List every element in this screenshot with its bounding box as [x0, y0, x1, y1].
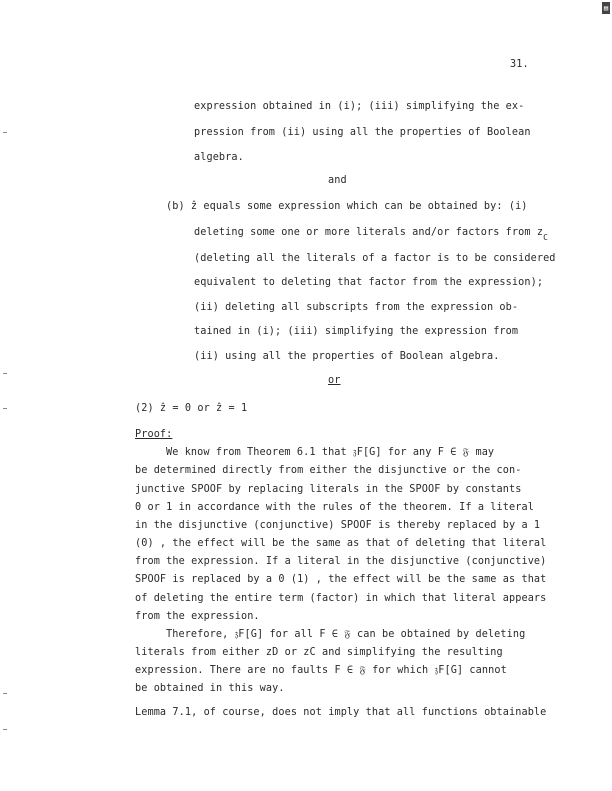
text-line: (b) ẑ equals some expression which can be obtained by: (i) [166, 201, 528, 212]
text-line-body: deleting some one or more literals and/or factors from z [194, 227, 544, 238]
text-line: (ii) using all the properties of Boolean algebra. [194, 351, 500, 362]
text-line: Therefore, 𝔷F[G] for all F ∈ 𝔉 can be obtained by deleting [166, 629, 526, 640]
text-line: (2) ẑ = 0 or ẑ = 1 [135, 403, 248, 414]
margin-mark [3, 408, 7, 409]
text-line: (0) , the effect will be the same as that of deleting that literal [135, 538, 547, 549]
text-line: junctive SPOOF by replacing literals in the SPOOF by constants [135, 484, 522, 495]
text-line: expression. There are no faults F ∈ 𝔉 for which 𝔷F[G] cannot [135, 665, 507, 676]
text-line: literals from either zD or zC and simplifying the resulting [135, 647, 503, 658]
text-line: (ii) deleting all subscripts from the expression ob- [194, 302, 519, 313]
page-marker-icon: ▤ [603, 4, 609, 12]
text-line: Lemma 7.1, of course, does not imply that all functions obtainable [135, 707, 547, 718]
text-line: be obtained in this way. [135, 683, 285, 694]
text-line: from the expression. If a literal in the disjunctive (conjunctive) [135, 556, 547, 567]
margin-mark [3, 693, 7, 694]
text-line [194, 226, 548, 242]
text-line: from the expression. [135, 611, 260, 622]
section-heading: Proof: [135, 429, 173, 440]
text-line: tained in (i); (iii) simplifying the expression from [194, 326, 519, 337]
margin-mark [3, 132, 7, 133]
margin-mark [3, 373, 7, 374]
margin-mark [3, 729, 7, 730]
text-line: (deleting all the literals of a factor is to be considered [194, 253, 556, 264]
text-line: be determined directly from either the disjunctive or the con- [135, 465, 522, 476]
text-line: or [328, 375, 341, 386]
text-line: We know from Theorem 6.1 that 𝔷F[G] for any F ∈ 𝔉 may [166, 447, 495, 458]
text-line: equivalent to deleting that factor from the expression); [194, 277, 544, 288]
page-number: 31. [510, 59, 529, 70]
text-line: expression obtained in (i); (iii) simplifying the ex- [194, 101, 525, 112]
text-line: of deleting the entire term (factor) in which that literal appears [135, 593, 547, 604]
text-line: in the disjunctive (conjunctive) SPOOF is thereby replaced by a 1 [135, 520, 541, 531]
text-line: pression from (ii) using all the properties of Boolean [194, 127, 531, 138]
subscript: C [543, 233, 548, 242]
text-line: 0 or 1 in accordance with the rules of the theorem. If a literal [135, 502, 534, 513]
text-line: algebra. [194, 152, 244, 163]
text-line: and [328, 175, 347, 186]
text-line: SPOOF is replaced by a 0 (1) , the effect will be the same as that [135, 574, 547, 585]
